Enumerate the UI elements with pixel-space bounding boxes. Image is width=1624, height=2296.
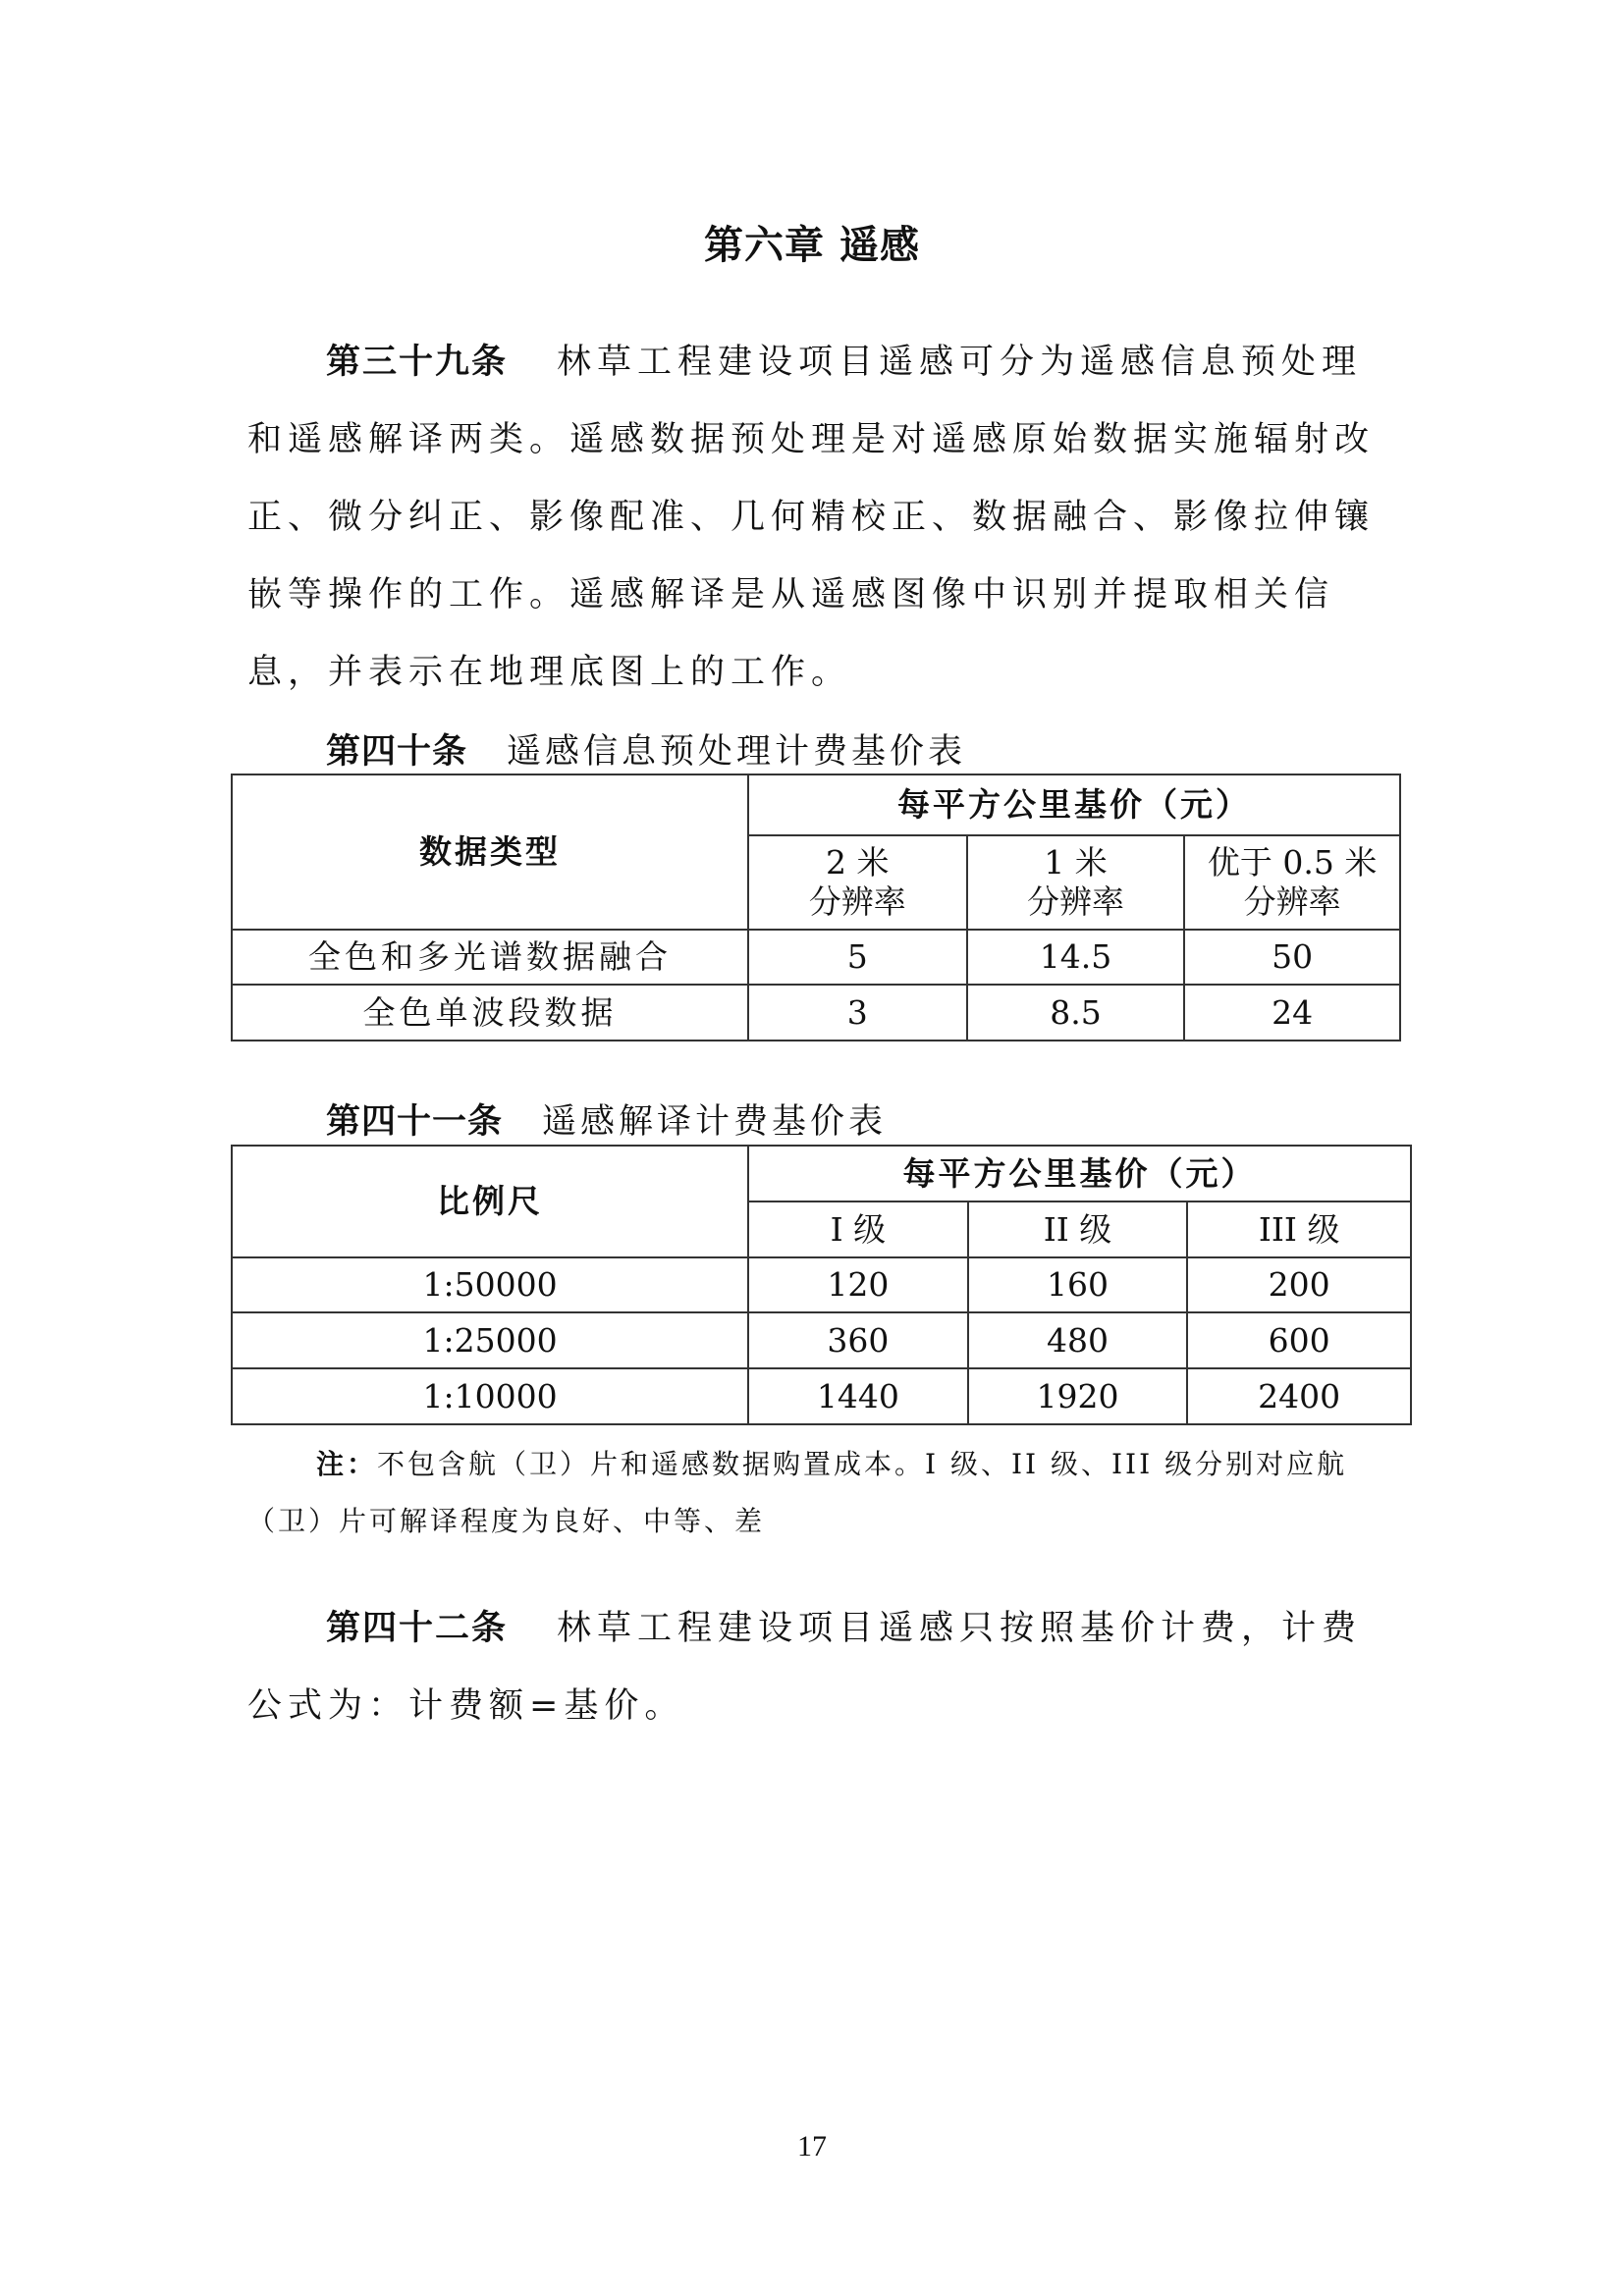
article-39-label: 第三十九条	[326, 343, 509, 382]
cell-value: 1920	[968, 1368, 1188, 1424]
page-number: 17	[797, 2130, 827, 2163]
cell-value: 480	[968, 1312, 1188, 1368]
cell-value: 600	[1187, 1312, 1411, 1368]
cell-value: 8.5	[967, 985, 1185, 1041]
note-text: 不包含航（卫）片和遥感数据购置成本。I 级、II 级、III 级分别对应航（卫）片可解译程度为良好、中等、差	[247, 1448, 1348, 1537]
group-header-price: 每平方公里基价（元）	[748, 774, 1400, 835]
table-row	[232, 1368, 1411, 1424]
interpretation-price-table	[231, 1145, 1412, 1425]
column-header-line2: 分辨率	[1026, 882, 1124, 921]
article-41-label: 第四十一条	[326, 1102, 504, 1142]
cell-value: 360	[748, 1312, 968, 1368]
table-row	[232, 1257, 1411, 1312]
article-39	[247, 324, 1386, 712]
cell-value: 1440	[748, 1368, 968, 1424]
table-note	[247, 1436, 1386, 1550]
row-header-data-type: 数据类型	[232, 774, 748, 930]
row-name: 1:25000	[232, 1312, 748, 1368]
table-row	[232, 930, 1400, 985]
column-header	[748, 835, 967, 930]
chapter-title: 第六章 遥感	[704, 223, 920, 268]
table-row	[232, 1312, 1411, 1368]
cell-value: 3	[748, 985, 967, 1041]
cell-value: 5	[748, 930, 967, 985]
cell-value: 160	[968, 1257, 1188, 1312]
group-header-price: 每平方公里基价（元）	[748, 1146, 1411, 1201]
column-header: II 级	[968, 1201, 1188, 1257]
article-39-text: 林草工程建设项目遥感可分为遥感信息预处理和遥感解译两类。遥感数据预处理是对遥感原始数据实施辐射改正、微分纠正、影像配准、几何精校正、数据融合、影像拉伸镶嵌等操作的工作。遥感解译是从遥感图像中识别并提取相关信息，并表示在地理底图上的工作。	[247, 343, 1376, 692]
cell-value: 200	[1187, 1257, 1411, 1312]
row-name: 全色单波段数据	[232, 985, 748, 1041]
column-header-line2: 分辨率	[1243, 882, 1341, 921]
column-header-line1: 2 米	[826, 843, 890, 881]
column-header-line2: 分辨率	[808, 882, 906, 921]
row-name: 1:10000	[232, 1368, 748, 1424]
note-label: 注：	[316, 1448, 378, 1480]
cell-value: 14.5	[967, 930, 1185, 985]
article-40-label: 第四十条	[326, 732, 468, 772]
cell-value: 24	[1184, 985, 1400, 1041]
column-header	[967, 835, 1185, 930]
row-name: 全色和多光谱数据融合	[232, 930, 748, 985]
article-42	[247, 1590, 1386, 1745]
column-header: I 级	[748, 1201, 968, 1257]
table-row	[232, 985, 1400, 1041]
article-42-text: 林草工程建设项目遥感只按照基价计费，计费公式为：计费额=基价。	[247, 1609, 1363, 1726]
article-41-caption	[326, 1095, 887, 1144]
article-40-caption	[326, 724, 966, 774]
column-header-line1: 1 米	[1044, 843, 1108, 881]
article-41-caption-text: 遥感解译计费基价表	[542, 1102, 888, 1142]
article-42-label: 第四十二条	[326, 1609, 509, 1648]
cell-value: 120	[748, 1257, 968, 1312]
column-header: III 级	[1187, 1201, 1411, 1257]
row-header-scale: 比例尺	[232, 1146, 748, 1257]
row-name: 1:50000	[232, 1257, 748, 1312]
cell-value: 50	[1184, 930, 1400, 985]
preprocessing-price-table	[231, 774, 1401, 1041]
column-header	[1184, 835, 1400, 930]
cell-value: 2400	[1187, 1368, 1411, 1424]
article-40-caption-text: 遥感信息预处理计费基价表	[507, 732, 967, 772]
column-header-line1: 优于 0.5 米	[1207, 843, 1378, 881]
